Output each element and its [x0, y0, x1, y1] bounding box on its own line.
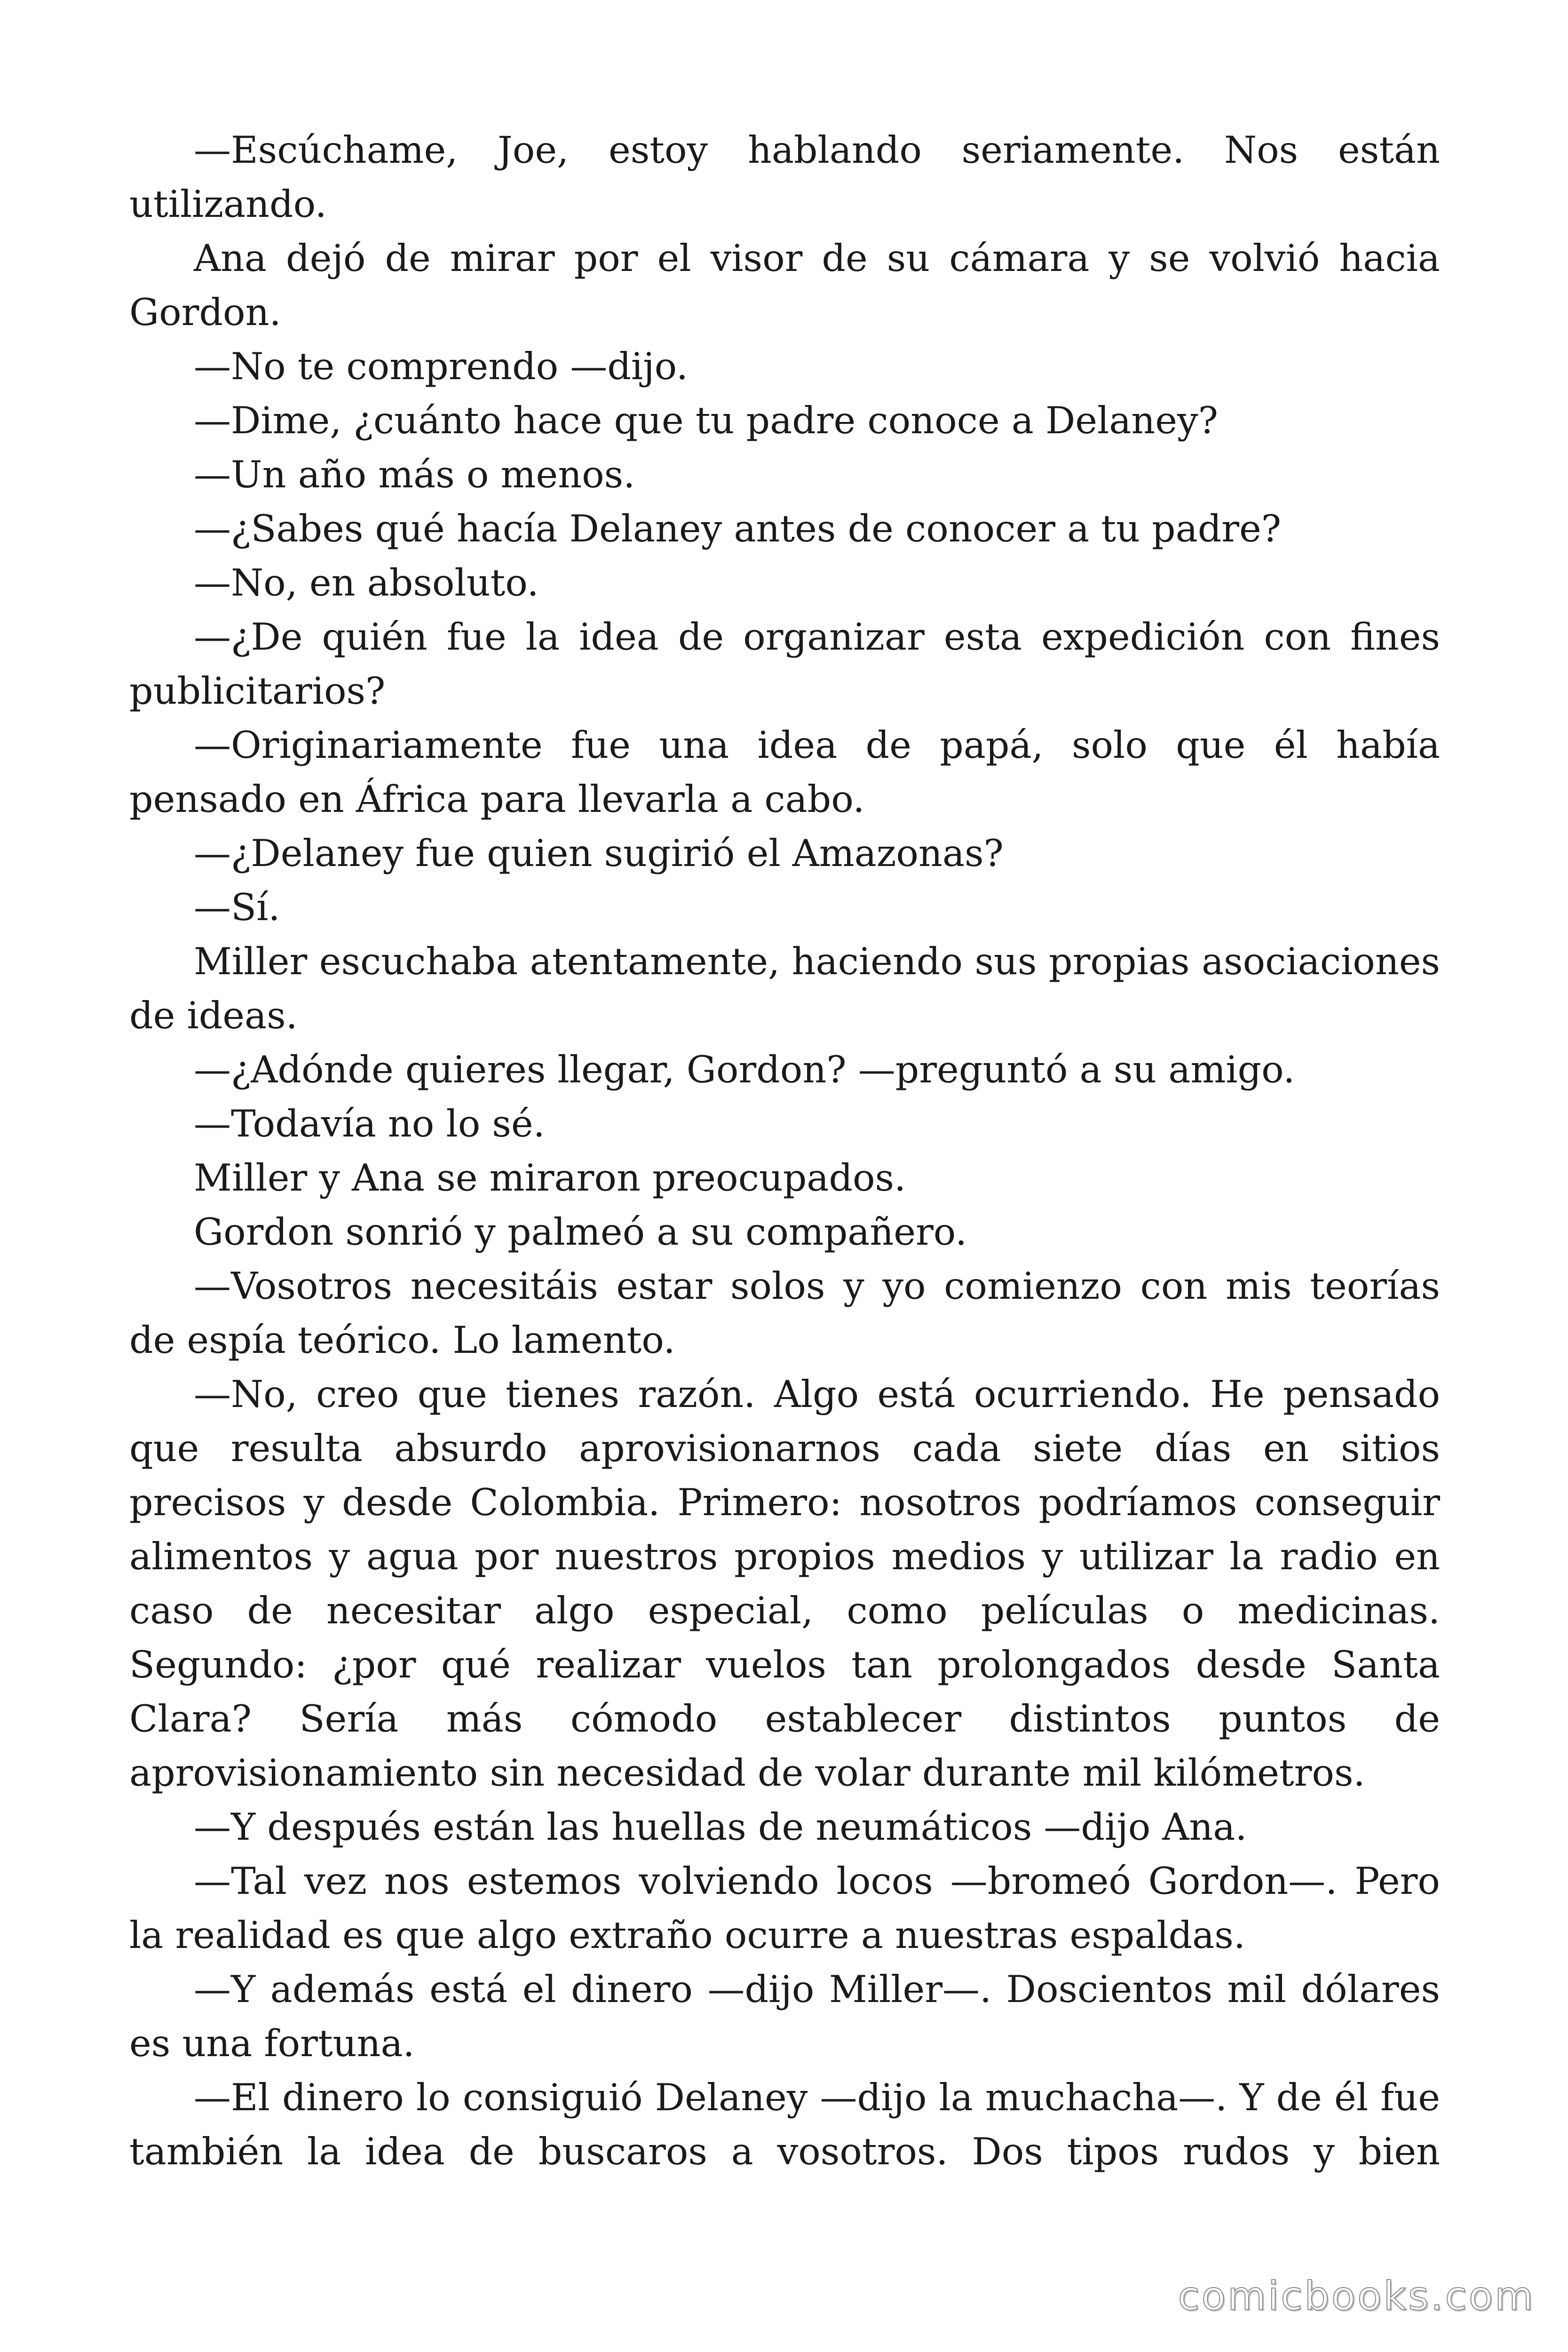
paragraph: —Escúchame, Joe, estoy hablando seriamente. Nos están utilizando.	[129, 128, 1440, 226]
paragraph: —No, en absoluto.	[194, 561, 539, 604]
paragraph: —Originariamente fue una idea de papá, solo que él había pensado en África para llevarla a cabo.	[129, 723, 1440, 821]
paragraph: Miller y Ana se miraron preocupados.	[194, 1156, 906, 1200]
paragraph: —¿De quién fue la idea de organizar esta expedición con fines publicitarios?	[129, 615, 1440, 713]
paragraph: —Sí.	[194, 886, 280, 929]
paragraph: —¿Sabes qué hacía Delaney antes de conocer a tu padre?	[194, 507, 1282, 550]
paragraph: —Todavía no lo sé.	[194, 1102, 545, 1145]
paragraph: —¿Delaney fue quien sugirió el Amazonas?	[194, 832, 1004, 875]
watermark: comicbooks.com	[1178, 2273, 1535, 2319]
paragraph: —Vosotros necesitáis estar solos y yo comienzo con mis teorías de espía teórico. Lo lamento.	[129, 1264, 1440, 1362]
paragraph: —Tal vez nos estemos volviendo locos —bromeó Gordon—. Pero la realidad es que algo extraño ocurre a nuestras espaldas.	[129, 1859, 1440, 1957]
paragraph: —No te comprendo —dijo.	[194, 345, 688, 388]
paragraph: —Dime, ¿cuánto hace que tu padre conoce a Delaney?	[194, 399, 1219, 442]
book-page-text	[129, 123, 1440, 2179]
paragraph: Ana dejó de mirar por el visor de su cámara y se volvió hacia Gordon.	[129, 237, 1440, 334]
paragraph: —Y además está el dinero —dijo Miller—. Doscientos mil dólares es una fortuna.	[129, 1968, 1440, 2065]
paragraph: Miller escuchaba atentamente, haciendo sus propias asociaciones de ideas.	[129, 940, 1440, 1037]
paragraph: —Un año más o menos.	[194, 453, 635, 496]
paragraph: —No, creo que tienes razón. Algo está ocurriendo. He pensado que resulta absurdo aprovisionarnos cada siete días en sitios precisos y desde Colombia. Primero: nosotros podríamos conseguir alimentos y agua por nuestros propios medios y utilizar la radio en caso de necesitar algo especial, como películas o medicinas. Segundo: ¿por qué realizar vuelos tan prolongados desde Santa Clara? Sería más cómodo establecer distintos puntos de aprovisionamiento sin necesidad de volar durante mil kilómetros.	[129, 1373, 1440, 1795]
paragraph: —El dinero lo consiguió Delaney —dijo la muchacha—. Y de él fue también la idea de buscaros a vosotros. Dos tipos rudos y bien	[129, 2076, 1440, 2173]
paragraph: —Y después están las huellas de neumáticos —dijo Ana.	[194, 1805, 1247, 1849]
paragraph: —¿Adónde quieres llegar, Gordon? —preguntó a su amigo.	[194, 1048, 1295, 1091]
paragraph: Gordon sonrió y palmeó a su compañero.	[194, 1210, 967, 1254]
